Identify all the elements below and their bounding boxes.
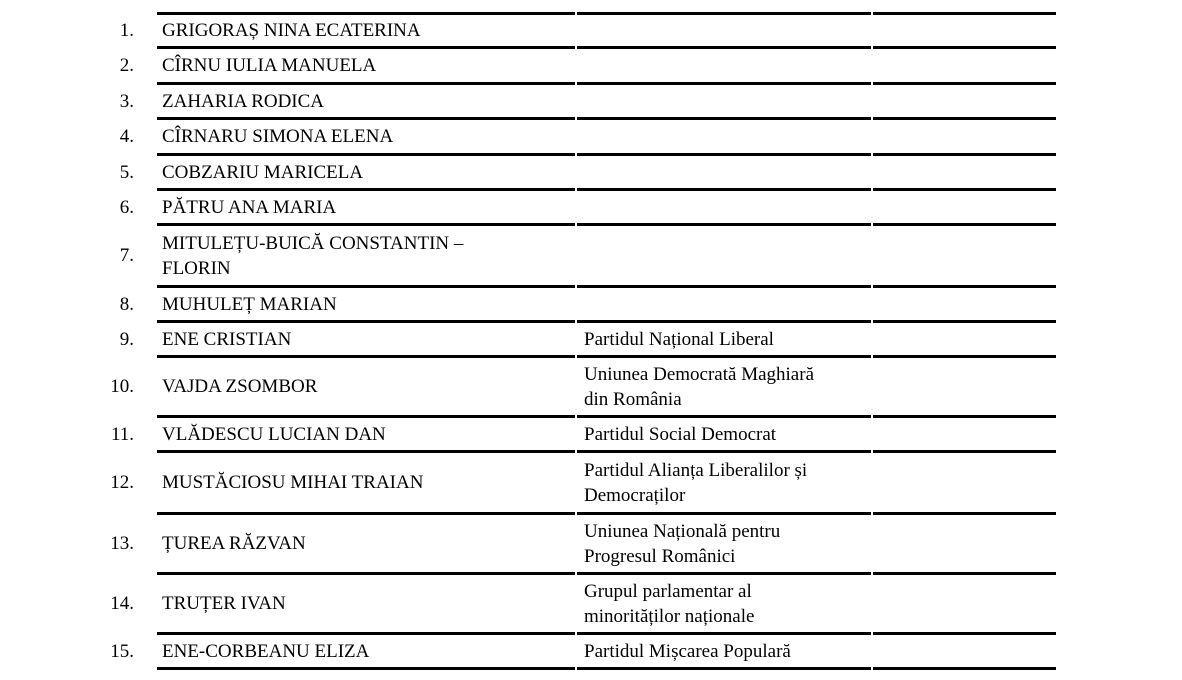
row-number: 9.	[119, 329, 134, 350]
member-name-line: ȚUREA RĂZVAN	[162, 533, 306, 554]
member-name	[162, 124, 567, 149]
table-row	[0, 575, 1182, 632]
member-name	[162, 591, 567, 616]
table-row	[0, 418, 1182, 450]
member-name	[162, 53, 567, 78]
member-name-line: VLĂDESCU LUCIAN DAN	[162, 424, 386, 445]
party-name	[584, 422, 869, 447]
table-row	[0, 156, 1182, 188]
party-name-line: Grupul parlamentar al	[584, 581, 752, 602]
member-name-line: MUHULEȚ MARIAN	[162, 294, 337, 315]
row-number: 14.	[110, 593, 134, 614]
member-name	[162, 18, 567, 43]
row-number: 13.	[110, 533, 134, 554]
party-name-line: Partidul Social Democrat	[584, 424, 777, 445]
party-name-line: Partidul Mișcarea Populară	[584, 641, 791, 662]
member-name	[162, 422, 567, 447]
member-name-line: PĂTRU ANA MARIA	[162, 197, 337, 218]
member-name	[162, 639, 567, 664]
member-name	[162, 531, 567, 556]
table-row	[0, 635, 1182, 667]
row-number: 10.	[110, 376, 134, 397]
table-row	[0, 515, 1182, 572]
party-name-line: Uniunea Națională pentru	[584, 521, 781, 542]
member-name-line: MITULEȚU-BUICĂ CONSTANTIN –	[162, 233, 464, 254]
row-number: 12.	[110, 472, 134, 493]
member-name-line: CÎRNU IULIA MANUELA	[162, 55, 377, 76]
party-name	[584, 639, 869, 664]
member-name	[162, 195, 567, 220]
member-name-line: FLORIN	[162, 258, 231, 279]
party-name-line: din România	[584, 389, 682, 410]
member-name-line: TRUȚER IVAN	[162, 593, 286, 614]
table-row	[0, 453, 1182, 512]
table-row	[0, 85, 1182, 117]
member-name	[162, 374, 567, 399]
row-number: 1.	[119, 20, 134, 41]
party-name	[584, 362, 869, 412]
row-number: 7.	[119, 245, 134, 266]
member-name-line: VAJDA ZSOMBOR	[162, 376, 318, 397]
party-name	[584, 579, 869, 629]
row-number: 6.	[119, 197, 134, 218]
row-number: 15.	[110, 641, 134, 662]
table-row	[0, 288, 1182, 320]
member-name-line: GRIGORAȘ NINA ECATERINA	[162, 20, 421, 41]
row-number: 11.	[110, 424, 134, 445]
member-name	[162, 89, 567, 114]
party-name-line: minorităților naționale	[584, 606, 755, 627]
table-row	[0, 120, 1182, 153]
table-row	[0, 323, 1182, 355]
member-name-line: ZAHARIA RODICA	[162, 91, 325, 112]
table-row	[0, 191, 1182, 223]
row-number: 4.	[119, 126, 134, 147]
member-name-line: ENE-CORBEANU ELIZA	[162, 641, 370, 662]
party-name-line: Progresul Românici	[584, 546, 736, 567]
table-row	[0, 15, 1182, 46]
row-number: 2.	[119, 55, 134, 76]
party-name	[584, 327, 869, 352]
table-row	[0, 358, 1182, 415]
member-name	[162, 327, 567, 352]
member-name	[162, 160, 567, 185]
table-row	[0, 49, 1182, 82]
party-name-line: Partidul Alianța Liberalilor și	[584, 460, 808, 481]
member-name	[162, 292, 567, 317]
member-name-line: MUSTĂCIOSU MIHAI TRAIAN	[162, 472, 424, 493]
row-number: 5.	[119, 162, 134, 183]
party-name	[584, 519, 869, 569]
member-name	[162, 470, 567, 495]
party-name-line: Uniunea Democrată Maghiară	[584, 364, 815, 385]
member-name-line: CÎRNARU SIMONA ELENA	[162, 126, 394, 147]
row-number: 3.	[119, 91, 134, 112]
party-name	[584, 458, 869, 508]
party-name-line: Democraților	[584, 485, 686, 506]
row-divider	[157, 667, 1056, 670]
member-name	[162, 231, 567, 281]
row-number: 8.	[119, 294, 134, 315]
party-name-line: Partidul Național Liberal	[584, 329, 774, 350]
member-name-line: ENE CRISTIAN	[162, 329, 292, 350]
member-name-line: COBZARIU MARICELA	[162, 162, 364, 183]
table-row	[0, 226, 1182, 285]
